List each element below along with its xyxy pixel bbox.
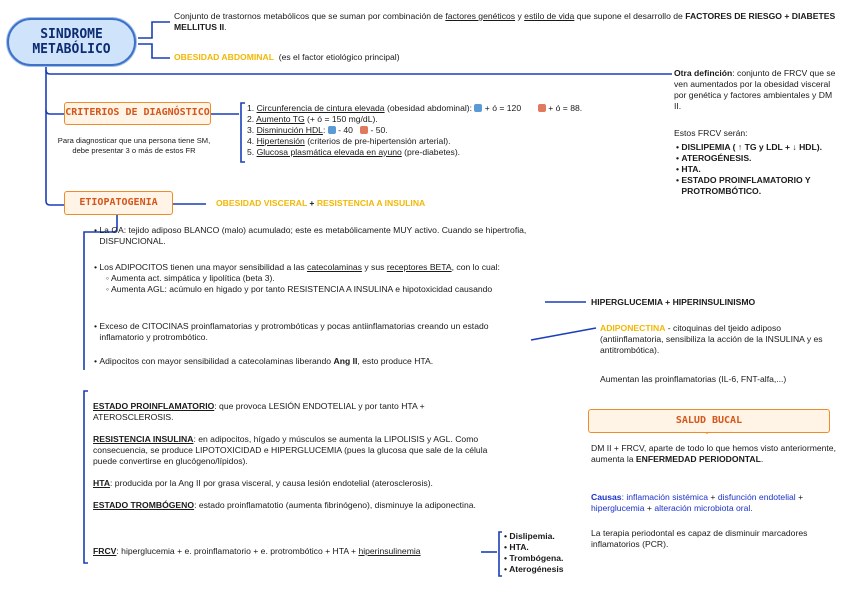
male-icon	[328, 126, 336, 134]
definition-text: Conjunto de trastornos metabólicos que se suman por combinación de factores genéticos y estilo de vida que supone el desarrollo de FACTORES DE RIESGO + DIABETES MELLITUS II.	[174, 11, 836, 32]
frcv-item: • DISLIPEMIA ( ↑ TG y LDL + ↓ HDL).	[676, 142, 823, 152]
frcv-list	[676, 142, 836, 197]
state-item: RESISTENCIA INSULINA: en adipocitos, hígado y músculos se aumenta la LIPOLISIS y AGL. Como consecuencia, se produce LIPOTOXICIDAD e HIPERGLUCEMIA (pues la glucosa que sale de la célula puede convertirse en glucógeno/lípidos).	[93, 434, 488, 466]
salud-text: DM II + FRCV, aparte de todo lo que hemos visto anteriormente, aumenta la ENFERMEDAD PERIODONTAL.	[591, 443, 836, 464]
etio-bullet: • Adipocitos con mayor sensibilidad a catecolaminas liberando Ang II, esto produce HTA.	[94, 356, 434, 366]
frcv-item: • ESTADO PROINFLAMATORIO Y PROTROMBÓTICO.	[676, 175, 811, 196]
adipo-link	[531, 328, 596, 340]
state-item: ESTADO TROMBÓGENO: estado proinflamatotio (aumenta fibrinógeno), disminuye la adiponectina.	[93, 500, 476, 510]
consequence-item: • Trombógena.	[504, 553, 564, 563]
salud-terapia: La terapia periodontal es capaz de disminuir marcadores inflamatorios (PCR).	[591, 528, 808, 549]
criterios-note: Para diagnosticar que una persona tiene SM, debe presentar 3 o más de estos FR	[57, 136, 211, 155]
adiponectina-node: ADIPONECTINA - citoquinas del tjeido adiposo (antiinflamatoria, sensibiliza la acción de la INSULINA y es antitrombótica).	[600, 323, 823, 355]
branch-criterios	[46, 110, 64, 114]
etiopatogenia-node: ETIOPATOGENIA	[64, 191, 173, 215]
criterio-item: 5. Glucosa plasmática elevada en ayuno (pre-diabetes).	[247, 147, 461, 157]
otra-definicion: Otra definción: conjunto de FRCV que se ven aumentados por la obesidad visceral por genética y factores ambientales y DM II.	[674, 68, 836, 111]
state-item: HTA: producida por la Ang II por grasa visceral, y causa lesión endotelial (aterosclerosis).	[93, 478, 433, 488]
criterio-item: 3. Disminución HDL: - 40 - 50.	[247, 125, 388, 135]
etio-headline: OBESIDAD VISCERAL + RESISTENCIA A INSULINA	[216, 198, 426, 208]
branch-def	[138, 22, 170, 38]
salud-bucal-node: SALUD BUCAL	[588, 409, 830, 433]
etio-bullet: • Los ADIPOCITOS tienen una mayor sensibilidad a las catecolaminas y sus receptores BETA, con lo cual: ◦ Aumenta act. simpática y lipolítica (beta 3). ◦ Aumenta AGL: acúmulo en higado y por tanto RESISTENCIA A INSULINA e hipotoxicidad causando	[94, 262, 554, 295]
abdominal-node: OBESIDAD ABDOMINAL (es el factor etiológico principal)	[174, 52, 400, 62]
criterio-item: 2. Aumento TG (+ ó = 150 mg/dL).	[247, 114, 378, 124]
criterio-item: 4. Hipertensión (criterios de pre-hipertensión arterial).	[247, 136, 451, 146]
frcv-consequences	[504, 531, 564, 575]
title-line-1: SINDROME	[40, 27, 103, 42]
sub-item: ◦ Aumenta act. simpática y lipolítica (beta 3).	[106, 273, 275, 283]
list-bracket	[499, 532, 502, 576]
proinflamatorias-note: Aumentan las proinflamatorias (IL-6, FNT-alfa,...)	[600, 374, 787, 384]
salud-causas: Causas: inflamación sistémica + disfunción endotelial + hiperglucemia + alteración microbiota oral.	[591, 492, 804, 513]
title-node	[7, 18, 136, 66]
sub-item: ◦ Aumenta AGL: acúmulo en higado y por tanto RESISTENCIA A INSULINA e hipotoxicidad causando	[106, 284, 493, 294]
criterios-bracket	[241, 103, 245, 162]
female-icon	[360, 126, 368, 134]
otra-sub: Estos FRCV serán:	[674, 128, 748, 138]
state-item-frcv: FRCV: hiperglucemia + e. proinflamatorio + e. protrombótico + HTA + hiperinsulinemia	[93, 546, 421, 556]
hyper-node: HIPERGLUCEMIA + HIPERINSULINISMO	[591, 297, 756, 307]
branch-otra	[46, 70, 672, 74]
frcv-item: • HTA.	[676, 164, 701, 174]
frcv-item: • ATEROGÉNESIS.	[676, 153, 752, 163]
criterios-node: CRITERIOS DE DIAGNÓSTICO	[64, 102, 211, 125]
title-line-2: METABÓLICO	[32, 42, 111, 57]
consequence-item: • Dislipemia.	[504, 531, 555, 541]
state-item: ESTADO PROINFLAMATORIO: que provoca LESIÓN ENDOTELIAL y por tanto HTA + ATEROSCLEROSIS.	[93, 401, 425, 422]
branch-abdominal	[138, 44, 170, 58]
etio-bullet: • Exceso de CITOCINAS proinflamatorias y protrombóticas y pocas antiinflamatorias creando un estado inflamatorio y protrombótico.	[94, 321, 489, 342]
criterios-list	[247, 103, 687, 158]
consequence-item: • HTA.	[504, 542, 529, 552]
states-block	[93, 401, 498, 522]
female-icon	[538, 104, 546, 112]
states-bracket	[84, 391, 88, 563]
consequence-item: • Aterogénesis	[504, 564, 564, 574]
criterio-item: 1. Circunferencia de cintura elevada (obesidad abdominal): + ó = 120 + ó = 88.	[247, 103, 583, 113]
etio-bullet: • La OA: tejido adiposo BLANCO (malo) acumulado; este es metabólicamente MUY activo. Cuando se hipertrofia, DISFUNCIONAL.	[94, 225, 527, 246]
